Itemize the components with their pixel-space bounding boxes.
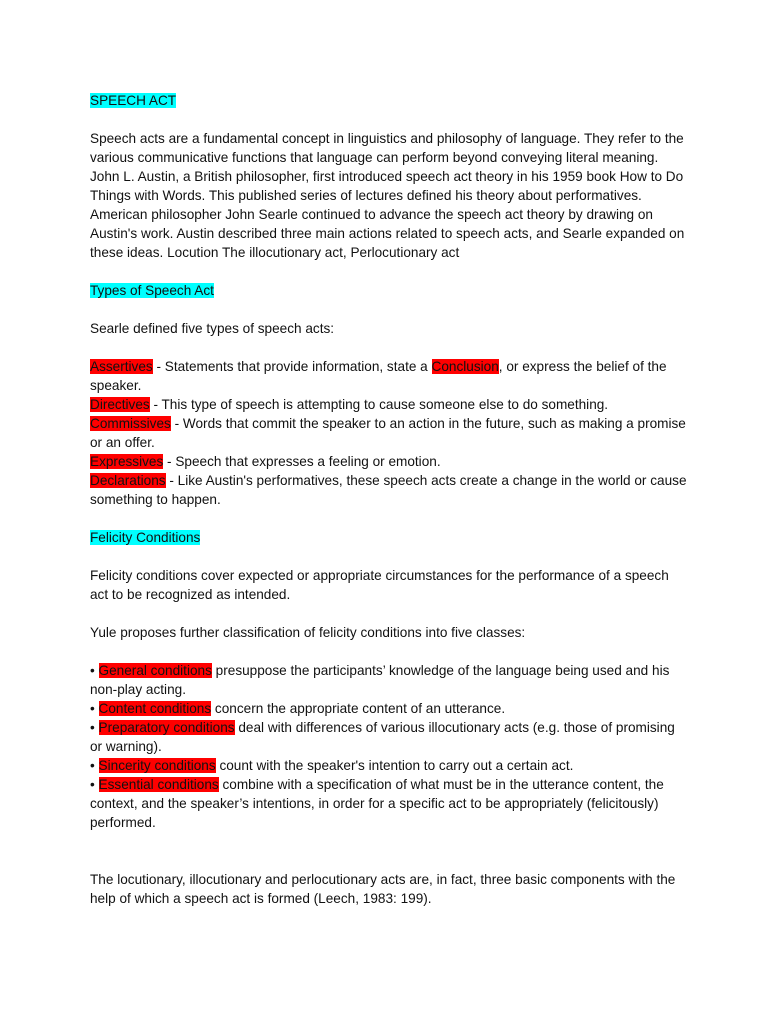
condition-text: combine with a specification of what must be in the utterance content, the context, and the speaker’s intentions, in order for a specific act to be appropriately (felicitously) performed. (90, 777, 664, 830)
bullet: • (90, 720, 95, 735)
felicity-intro: Felicity conditions cover expected or appropriate circumstances for the performance of a speech act to be recognized as intended. (90, 568, 669, 602)
bullet: • (90, 701, 95, 716)
heading-speech-act-text: SPEECH ACT (90, 93, 177, 108)
type-item-directives (90, 395, 690, 414)
type-item-declarations (90, 471, 690, 509)
condition-text: deal with differences of various illocutionary acts (e.g. those of promising or warning). (90, 720, 675, 754)
condition-term: Essential conditions (98, 777, 219, 792)
condition-text: count with the speaker's intention to carry out a certain act. (215, 758, 574, 773)
type-text: - Statements that provide information, state a (152, 359, 432, 374)
condition-text: concern the appropriate content of an utterance. (211, 701, 506, 716)
type-term: Directives (90, 397, 150, 412)
condition-term: Content conditions (98, 701, 212, 716)
conditions-list (90, 661, 690, 832)
type-text: , or express the belief of the speaker. (90, 359, 667, 393)
heading-types-text: Types of Speech Act (90, 283, 214, 298)
heading-felicity-text: Felicity Conditions (90, 530, 201, 545)
type-item-assertives (90, 357, 690, 395)
types-list (90, 357, 690, 509)
type-item-commissives (90, 414, 690, 452)
type-term-conclusion: Conclusion (431, 359, 499, 374)
condition-item-preparatory (90, 718, 690, 756)
condition-term: Preparatory conditions (98, 720, 235, 735)
blank-line (90, 851, 690, 870)
condition-item-sincerity (90, 756, 690, 775)
condition-item-general (90, 661, 690, 699)
condition-text: presuppose the participants’ knowledge of the language being used and his non-play acting. (90, 663, 670, 697)
condition-item-content (90, 699, 690, 718)
type-text: - Speech that expresses a feeling or emotion. (163, 454, 441, 469)
type-text: - Words that commit the speaker to an action in the future, such as making a promise or an offer. (90, 416, 686, 450)
condition-term: Sincerity conditions (98, 758, 216, 773)
type-text: - This type of speech is attempting to cause someone else to do something. (149, 397, 609, 412)
condition-term: General conditions (98, 663, 212, 678)
type-text: - Like Austin's performatives, these speech acts create a change in the world or cause something to happen. (90, 473, 687, 507)
document-page (90, 91, 690, 927)
types-intro: Searle defined five types of speech acts: (90, 321, 335, 336)
heading-felicity (90, 528, 690, 547)
type-term: Assertives (90, 359, 153, 374)
condition-item-essential (90, 775, 690, 832)
type-term: Expressives (90, 454, 164, 469)
type-item-expressives (90, 452, 690, 471)
type-term: Declarations (90, 473, 166, 488)
heading-types (90, 281, 690, 300)
type-term: Commissives (90, 416, 171, 431)
heading-speech-act (90, 91, 690, 110)
bullet: • (90, 663, 95, 678)
intro-paragraph: Speech acts are a fundamental concept in linguistics and philosophy of language. They refer to the various communicative functions that language can perform beyond conveying literal meaning. John L. Austin, a British philosopher, first introduced speech act theory in his 1959 book How to Do Things with Words. This published series of lectures defined his theory about performatives. American philosopher John Searle continued to advance the speech act theory by drawing on Austin's work. Austin described three main actions related to speech acts, and Searle expanded on these ideas. Locution The illocutionary act, Perlocutionary act (90, 131, 685, 260)
bullet: • (90, 777, 95, 792)
bullet: • (90, 758, 95, 773)
yule-intro: Yule proposes further classification of felicity conditions into five classes: (90, 625, 526, 640)
closing-paragraph: The locutionary, illocutionary and perlocutionary acts are, in fact, three basic components with the help of which a speech act is formed (Leech, 1983: 199). (90, 872, 676, 906)
